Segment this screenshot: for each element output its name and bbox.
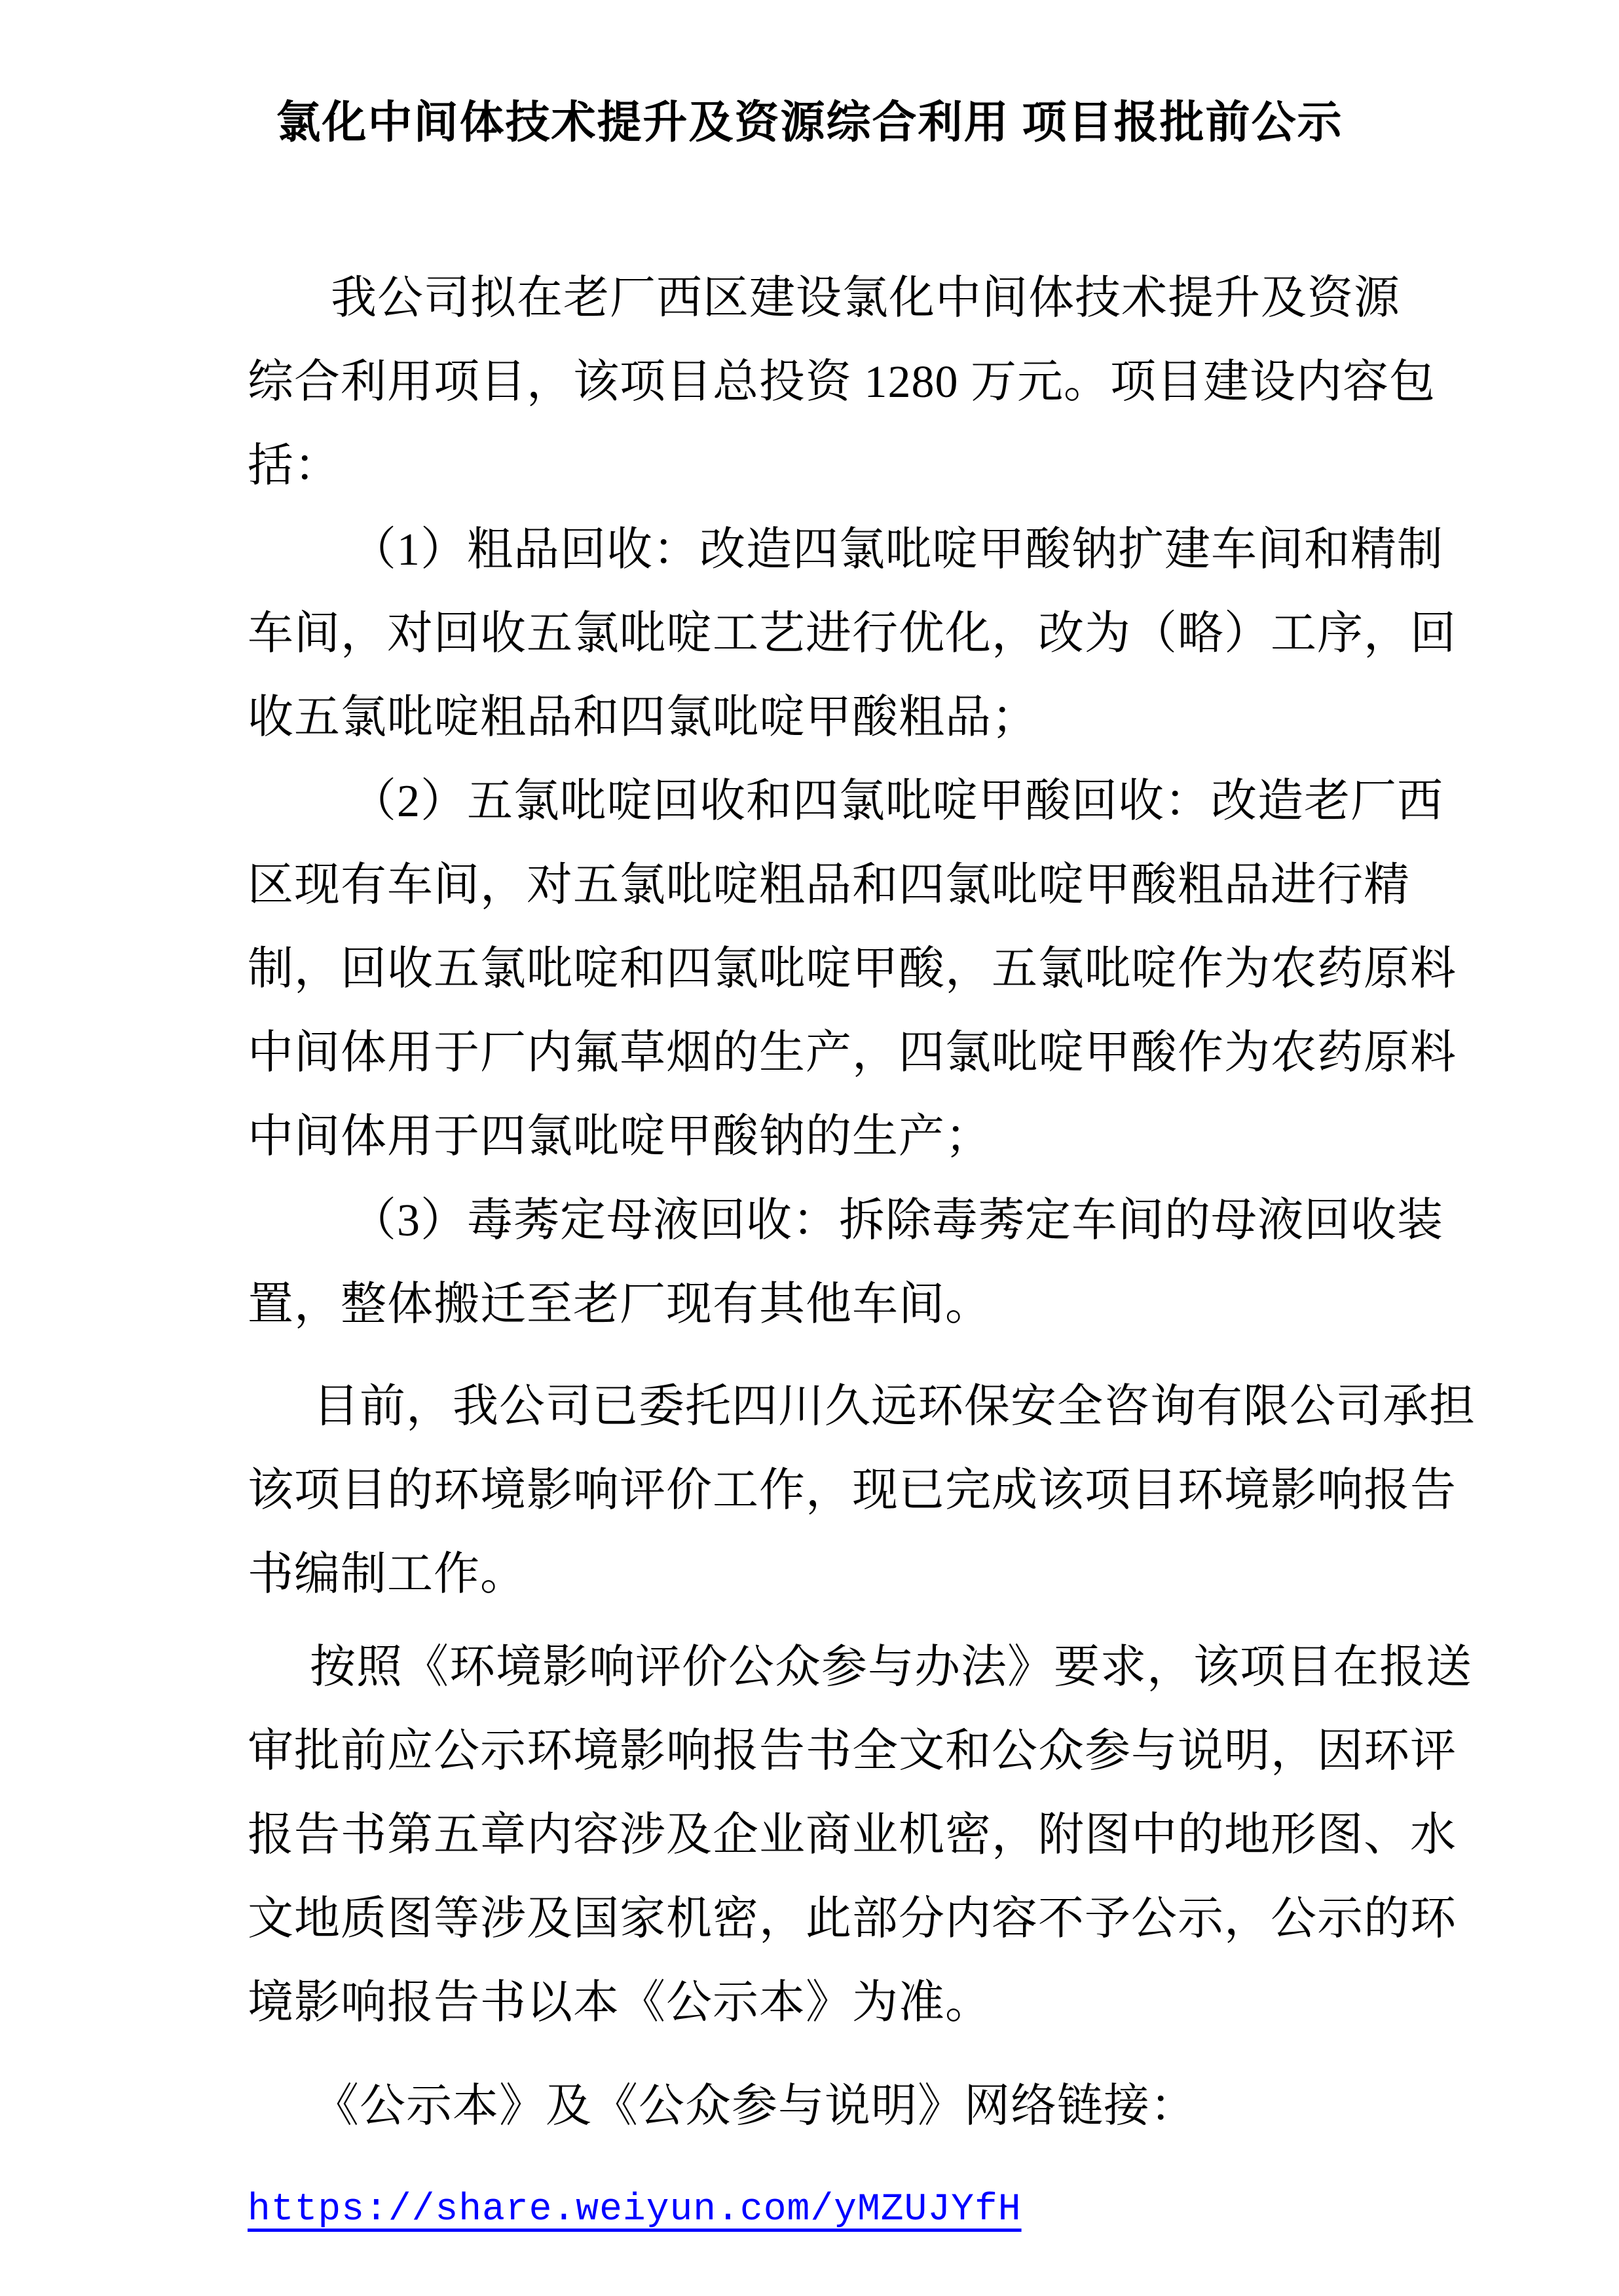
share-link[interactable]: https://share.weiyun.com/yMZUJYfH [248, 2189, 1022, 2231]
document-line: 《公示本》及《公众参与说明》网络链接： [313, 2081, 1197, 2132]
document-line: 境影响报告书以本《公示本》为准。 [248, 1978, 992, 2028]
document-line: 按照《环境影响评价公众参与办法》要求，该项目在报送 [310, 1642, 1472, 1693]
document-line: 我公司拟在老厂西区建设氯化中间体技术提升及资源 [331, 273, 1400, 324]
document-line: 收五氯吡啶粗品和四氯吡啶甲酸粗品； [248, 692, 1038, 743]
document-line: 括： [248, 441, 341, 491]
document-title: 氯化中间体技术提升及资源综合利用 项目报批前公示 [276, 98, 1343, 147]
document-line: 文地质图等涉及国家机密，此部分内容不予公示，公示的环 [248, 1894, 1457, 1944]
document-line: 中间体用于四氯吡啶甲酸钠的生产； [248, 1112, 992, 1162]
document-line: 该项目的环境影响评价工作，现已完成该项目环境影响报告 [248, 1465, 1457, 1516]
document-line: （1）粗品回收：改造四氯吡啶甲酸钠扩建车间和精制 [350, 525, 1443, 575]
document-line: 审批前应公示环境影响报告书全文和公众参与说明，因环评 [248, 1726, 1457, 1777]
document-line: 车间，对回收五氯吡啶工艺进行优化，改为（略）工序，回 [248, 609, 1457, 659]
document-body [0, 257, 1619, 2251]
share-link-line [248, 2159, 1423, 2251]
document-line: （3）毒莠定母液回收：拆除毒莠定车间的母液回收装 [350, 1195, 1443, 1246]
document-line: 报告书第五章内容涉及企业商业机密，附图中的地形图、水 [248, 1810, 1457, 1860]
document-line: 中间体用于厂内氟草烟的生产，四氯吡啶甲酸作为农药原料 [248, 1028, 1457, 1078]
document-line: 综合利用项目，该项目总投资 1280 万元。项目建设内容包 [248, 357, 1436, 407]
document-line: 制，回收五氯吡啶和四氯吡啶甲酸，五氯吡啶作为农药原料 [248, 944, 1457, 994]
document-line: 目前，我公司已委托四川久远环保安全咨询有限公司承担 [313, 1382, 1476, 1432]
document-line: （2）五氯吡啶回收和四氯吡啶甲酸回收：改造老厂西 [350, 776, 1443, 827]
document-line: 区现有车间，对五氯吡啶粗品和四氯吡啶甲酸粗品进行精 [248, 860, 1410, 911]
document-line: 置，整体搬迁至老厂现有其他车间。 [248, 1279, 992, 1330]
document-line: 书编制工作。 [248, 1549, 527, 1600]
